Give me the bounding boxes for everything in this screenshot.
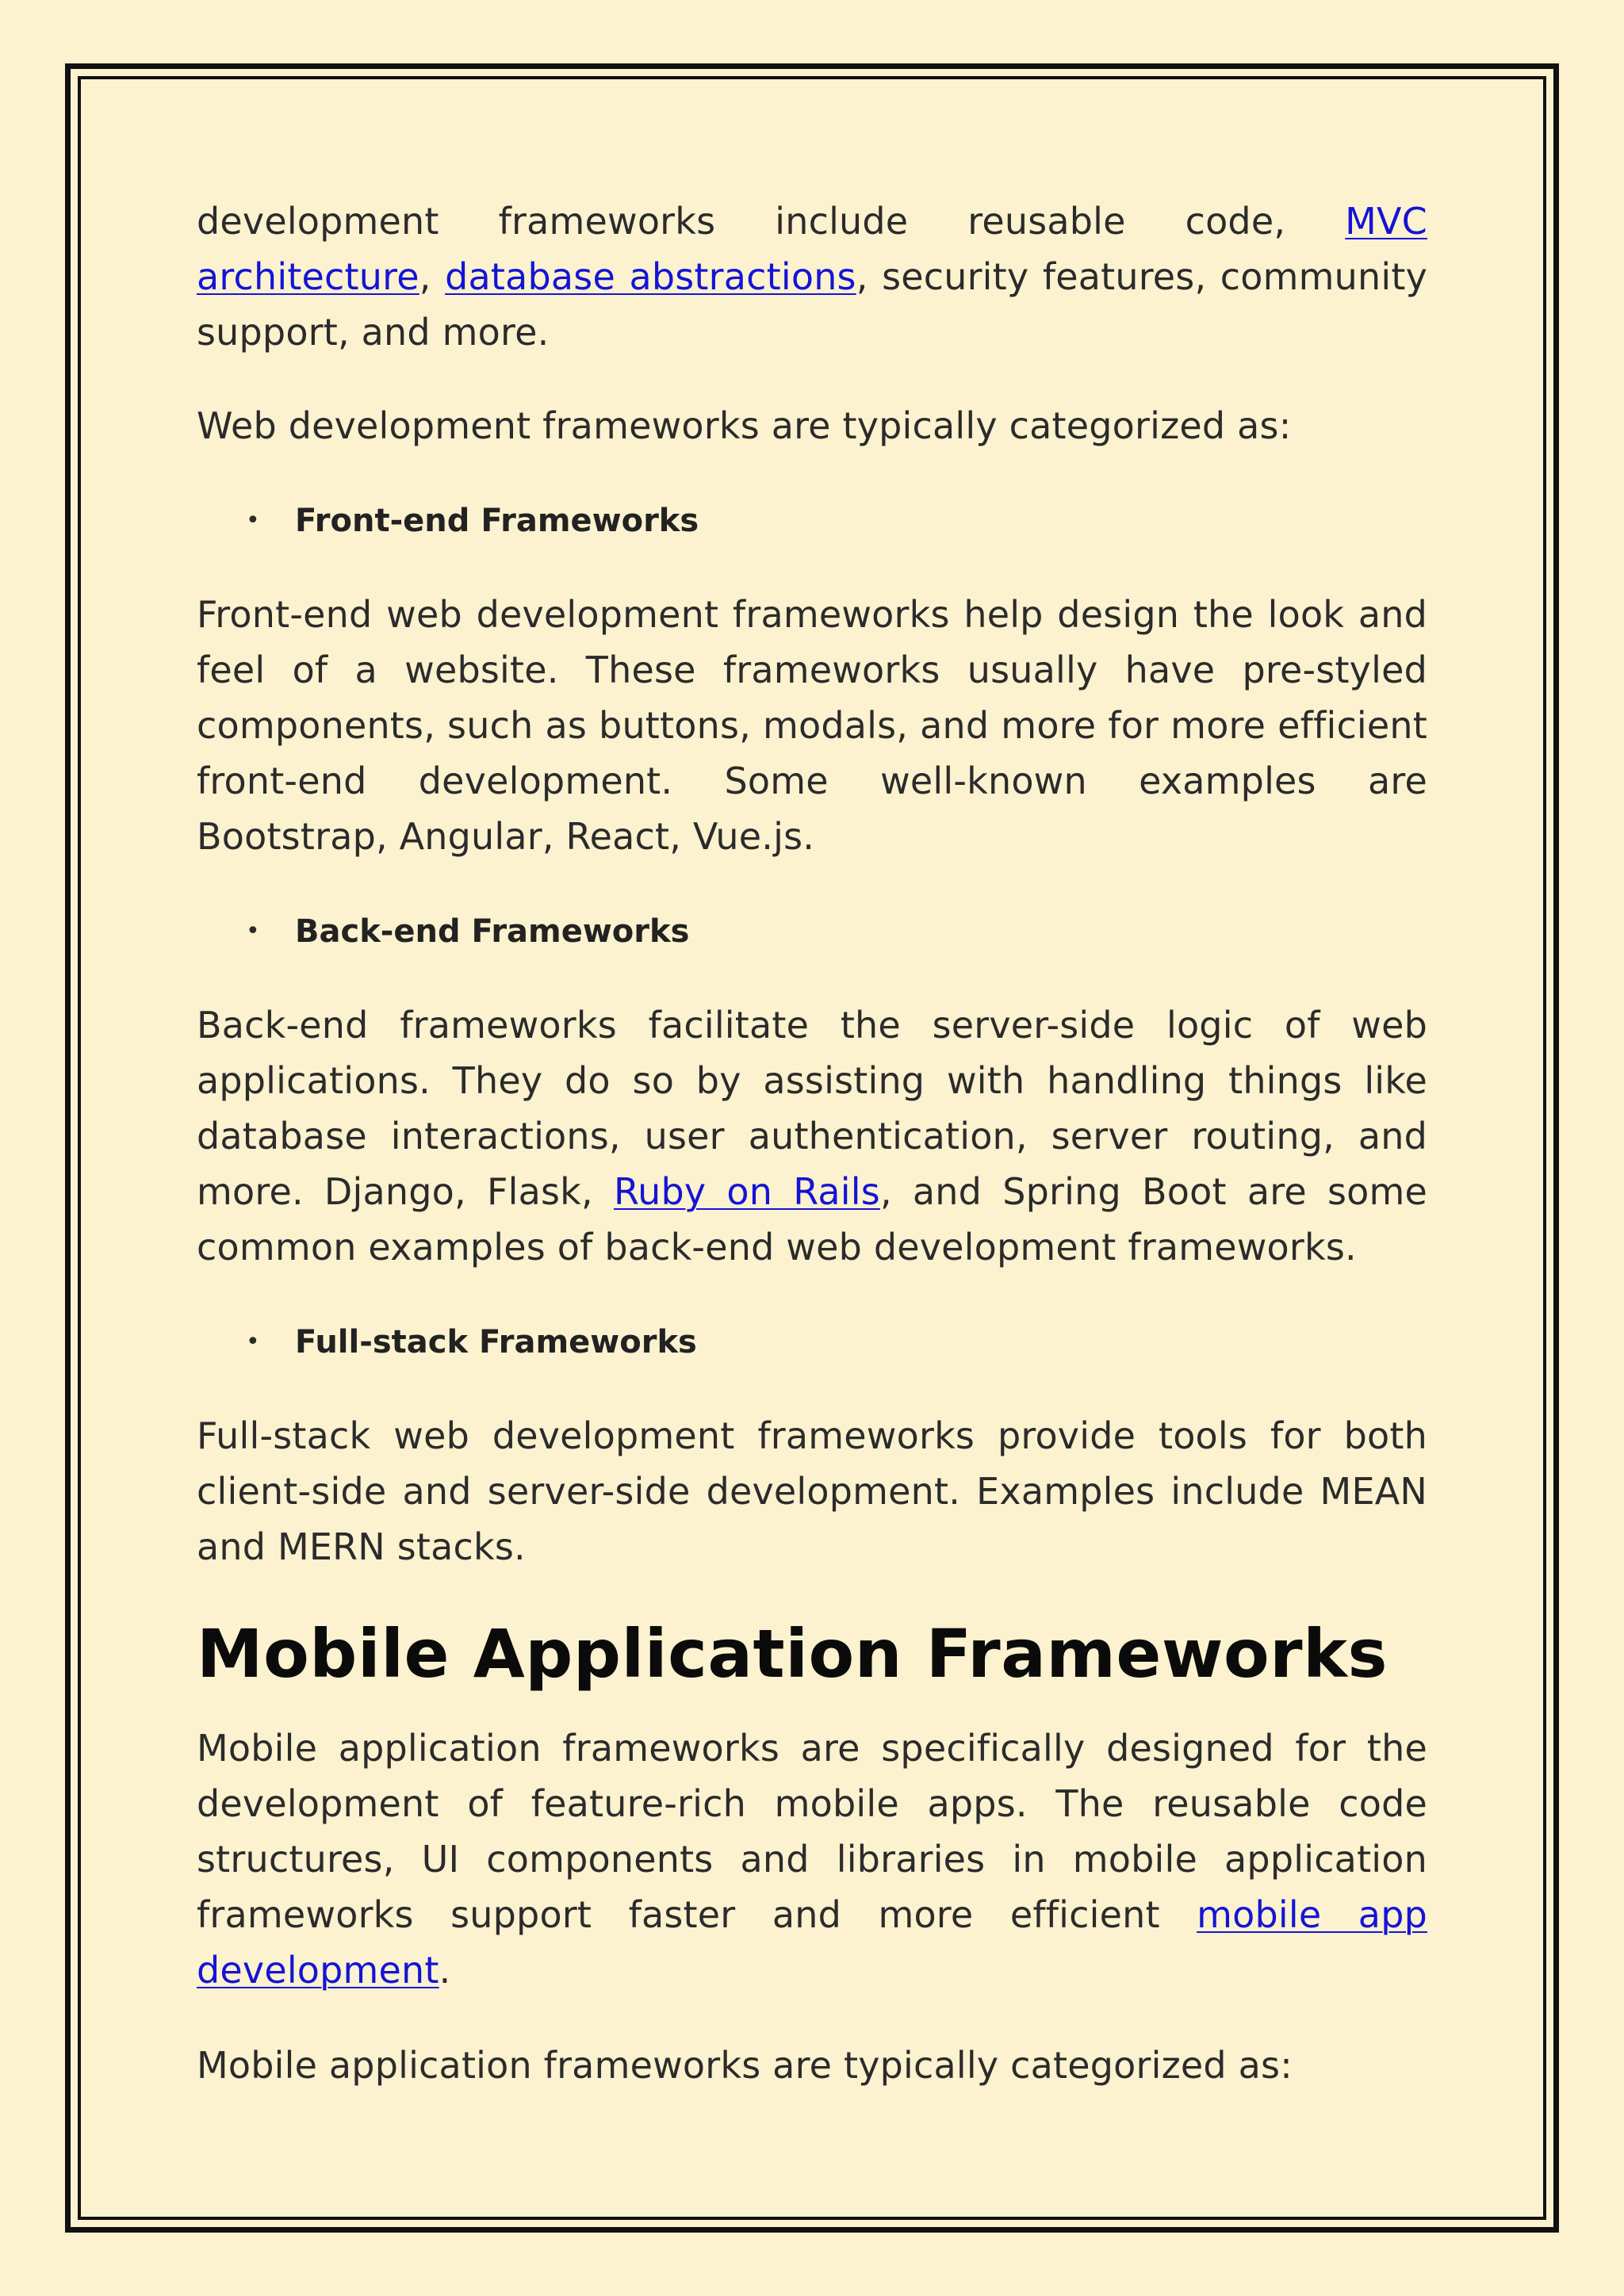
text-span: development frameworks include reusable code, <box>197 200 1346 243</box>
intro-paragraph <box>197 193 1427 360</box>
link-mobile-app-development[interactable]: mobile app development <box>197 1893 1427 1992</box>
mobile-paragraph <box>197 1720 1427 1998</box>
bullet-icon: • <box>246 507 260 534</box>
bullet-item-front-end <box>246 493 1427 549</box>
bullet-icon: • <box>246 917 260 945</box>
bullet-item-full-stack <box>246 1314 1427 1370</box>
text-span: , security features, community support, and more. <box>197 255 1428 354</box>
bullet-label: Full-stack Frameworks <box>295 1324 697 1360</box>
text-span: Mobile application frameworks are specifically designed for the development of feature-rich mobile apps. The reusable code structures, UI components and libraries in mobile application frameworks support faster and more efficient <box>197 1727 1427 1936</box>
mobile-categories-intro: Mobile application frameworks are typically categorized as: <box>197 2044 1293 2087</box>
section-heading: Mobile Application Frameworks <box>197 1615 1388 1693</box>
front-end-paragraph: Front-end web development frameworks help design the look and feel of a website. These frameworks usually have pre-styled components, such as buttons, modals, and more for more efficient front-end development. Some well-known examples are Bootstrap, Angular, React, Vue.js. <box>197 593 1427 858</box>
bullet-label: Back-end Frameworks <box>295 913 690 950</box>
bullet-icon: • <box>246 1328 260 1356</box>
bullet-item-back-end <box>246 904 1427 959</box>
web-categories-intro: Web development frameworks are typically categorized as: <box>197 404 1292 447</box>
text-span: , and Spring Boot are some common examples of back-end web development frameworks. <box>197 1170 1427 1269</box>
full-stack-paragraph: Full-stack web development frameworks provide tools for both client-side and server-side development. Examples include MEAN and MERN stacks. <box>197 1414 1427 1568</box>
text-span: , <box>419 255 446 298</box>
link-database-abstractions[interactable]: database abstractions <box>445 255 856 298</box>
text-span: . <box>439 1949 451 1992</box>
link-ruby-on-rails[interactable]: Ruby on Rails <box>614 1170 880 1213</box>
bullet-label: Front-end Frameworks <box>295 503 699 539</box>
link-mvc-architecture[interactable]: MVC architecture <box>197 200 1427 298</box>
document-body <box>197 193 1427 2093</box>
back-end-paragraph <box>197 997 1427 1275</box>
text-span: Back-end frameworks facilitate the server-side logic of web applications. They do so by assisting with handling things like database interactions, user authentication, server routing, and more. Django, Flask, <box>197 1004 1427 1213</box>
